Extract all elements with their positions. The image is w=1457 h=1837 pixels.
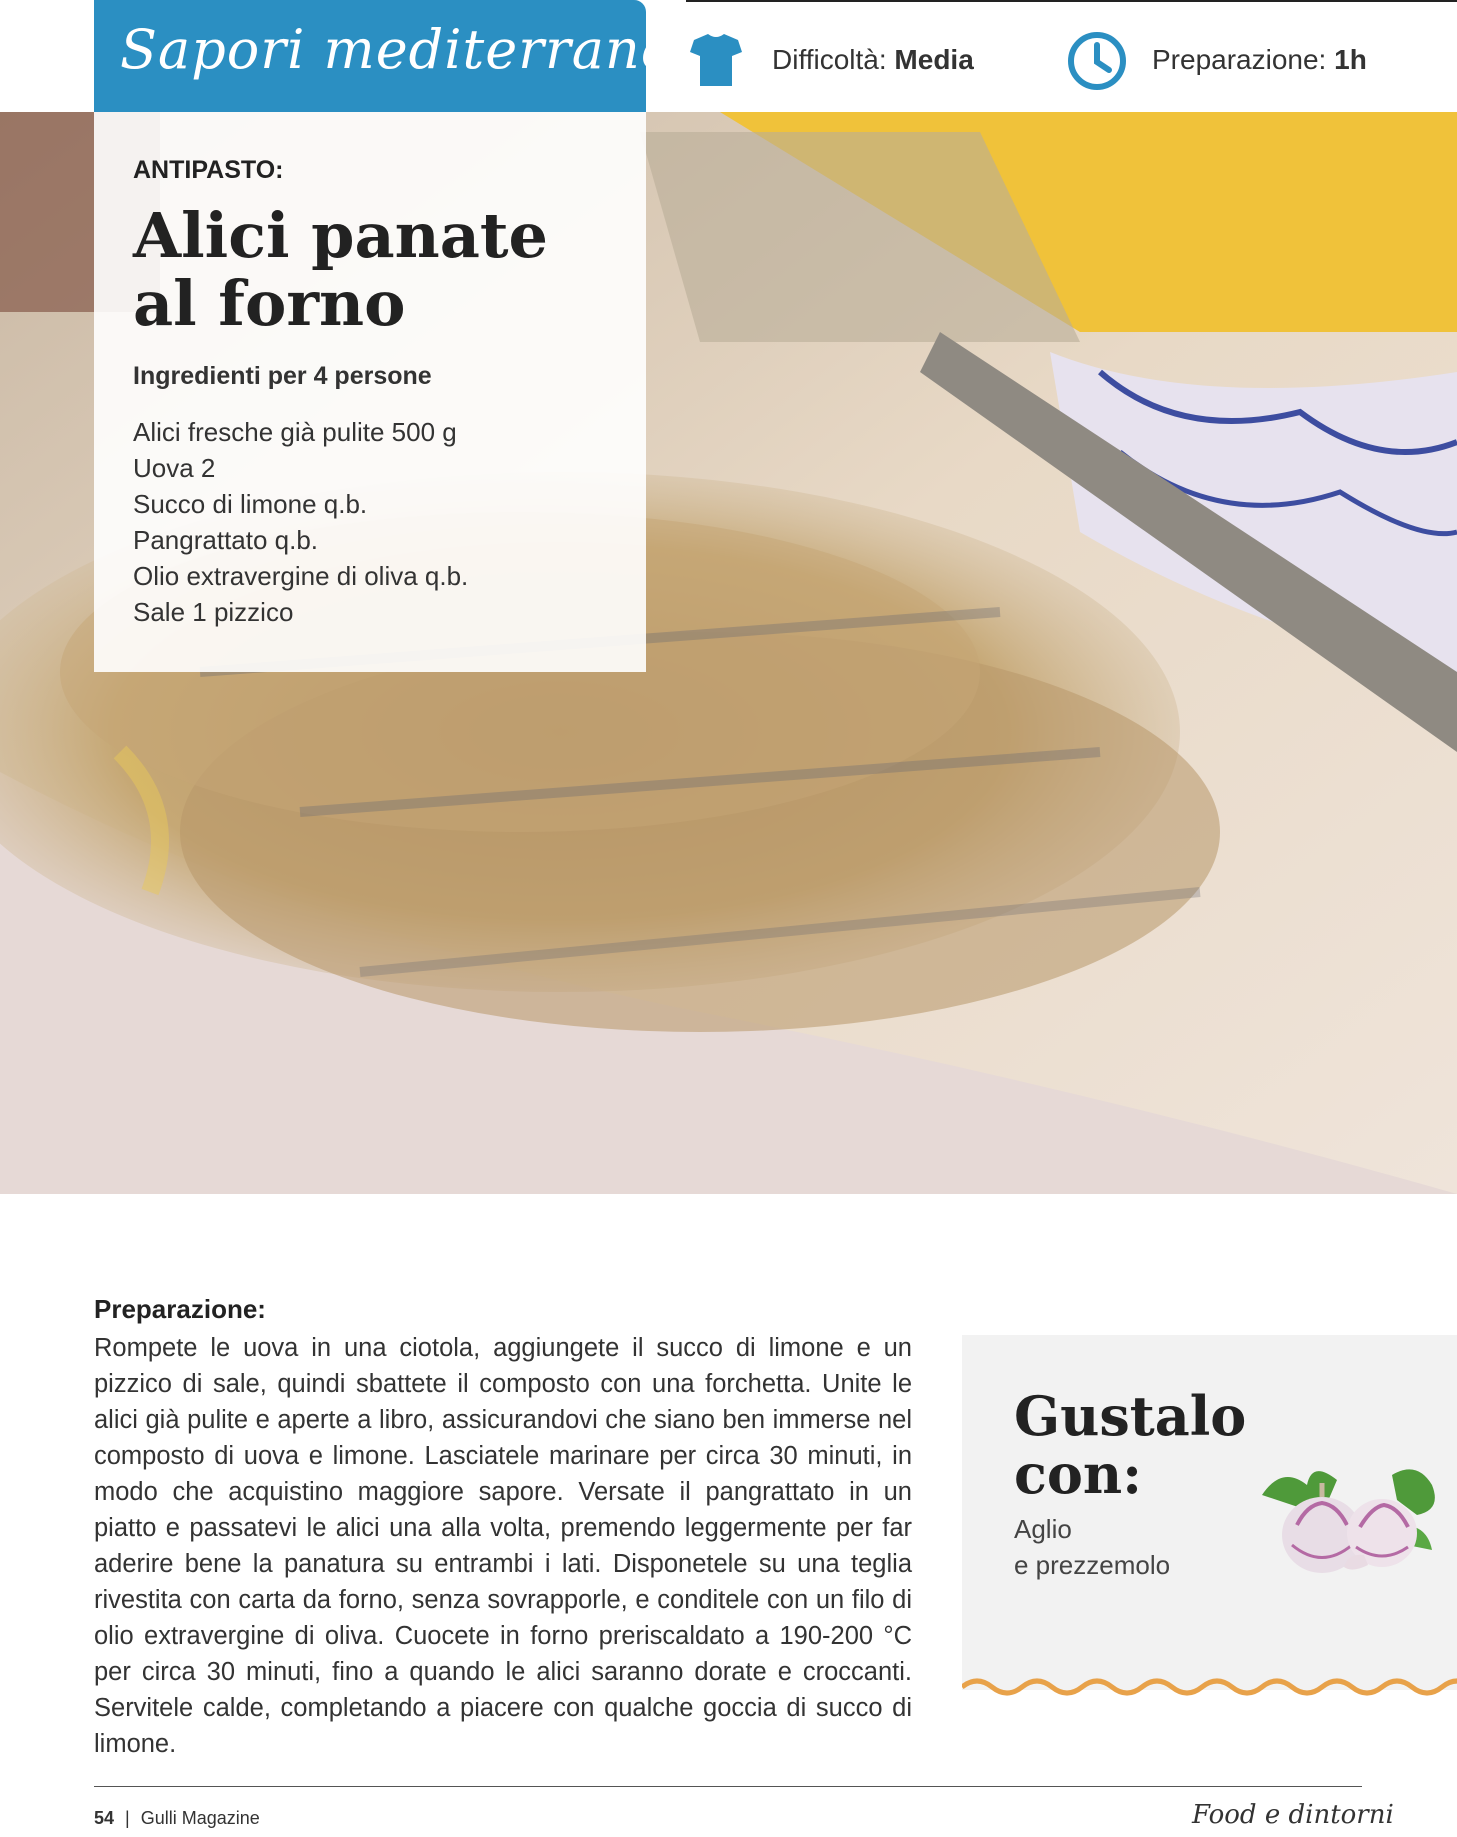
page-number: 54: [94, 1808, 115, 1828]
section-tab: [94, 0, 692, 112]
pairing-title: Gustalo con:: [1014, 1384, 1247, 1506]
preparation-heading: Preparazione:: [94, 1294, 266, 1324]
pairing-box: [962, 1335, 1457, 1690]
ingredient-item: Olio extravergine di oliva q.b.: [133, 561, 469, 591]
difficulty: Difficoltà: Media: [772, 44, 974, 75]
footer-separator: |: [125, 1808, 130, 1828]
prep-time-value: 1h: [1334, 44, 1367, 75]
recipe-title: Alici panate al forno: [133, 199, 548, 340]
section-title: Sapori mediterranei: [120, 18, 692, 81]
ingredient-item: Sale 1 pizzico: [133, 597, 294, 627]
course-label: ANTIPASTO:: [133, 156, 284, 184]
garlic-parsley-icon: [1252, 1455, 1442, 1585]
footer-rule: [94, 1786, 1362, 1787]
ingredient-item: Uova 2: [133, 453, 216, 483]
ingredient-item: Succo di limone q.b.: [133, 489, 368, 519]
magazine-name: Gulli Magazine: [140, 1808, 260, 1828]
ingredient-item: Alici fresche già pulite 500 g: [133, 417, 457, 447]
chef-hat-icon: [686, 30, 746, 90]
pairing-subtitle: Aglio e prezzemolo: [1014, 1514, 1171, 1580]
preparation-text: Rompete le uova in una ciotola, aggiungete il succo di limone e un pizzico di sale, quindi sbattete il composto con una forchetta. Unite le alici già pulite e aperte a libro, assicurandovi che siano ben immerse nel composto di uova e limone. Lasciatele marinare per circa 30 minuti, in modo che acquistino maggiore sapore. Versate il pangrattato in un piatto e passatevi le alici una alla volta, premendo leggermente per far aderire bene la panatura su entrambi i lati. Disponetele su una teglia rivestita con carta da forno, senza sovrapporle, e conditele con un filo di olio extravergine di oliva. Cuocete in forno preriscaldato a 190-200 °C per circa 30 minuti, fino a quando le alici saranno dorate e croccanti. Servitele calde, completando a piacere con qualche goccia di succo di limone.: [94, 1334, 912, 1758]
ingredients-card: [94, 112, 646, 672]
footer-left: [94, 1808, 260, 1829]
top-rule: [686, 0, 1457, 2]
ingredient-item: Pangrattato q.b.: [133, 525, 319, 555]
prep-time: Preparazione: 1h: [1152, 44, 1367, 75]
footer-section: Food e dintorni: [1192, 1800, 1394, 1830]
ingredients-heading: Ingredienti per 4 persone: [133, 362, 432, 390]
clock-icon: [1066, 30, 1128, 92]
ingredients-list: [133, 414, 468, 630]
difficulty-value: Media: [894, 44, 974, 75]
wave-divider: [962, 1672, 1457, 1702]
